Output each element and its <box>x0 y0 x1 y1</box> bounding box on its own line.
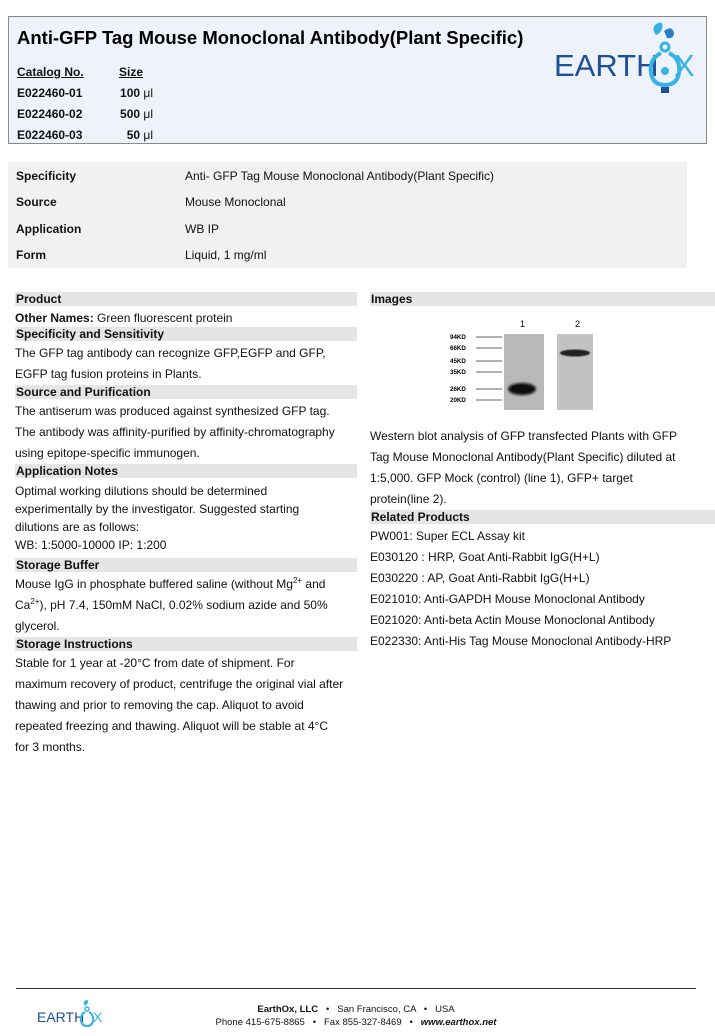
spec-value: WB IP <box>185 222 220 236</box>
text-line: using epitope-specific immunogen. <box>15 446 200 460</box>
specificity-text <box>15 343 357 385</box>
lane-label: 1 <box>520 319 526 329</box>
section-head-application-notes: Application Notes <box>15 464 357 478</box>
text-line: for 3 months. <box>15 740 86 754</box>
footer-country: USA <box>435 1004 455 1015</box>
text-line: The antibody was affinity-purified by affinity-chromatography <box>15 425 335 439</box>
section-head-storage-instructions: Storage Instructions <box>15 637 357 651</box>
catalog-number: E022460-01 <box>17 86 83 100</box>
section-head-source: Source and Purification <box>15 385 357 399</box>
right-column <box>370 292 715 652</box>
section-head-storage-buffer: Storage Buffer <box>15 558 357 572</box>
size-unit: μl <box>143 128 153 142</box>
size-unit: μl <box>143 86 153 100</box>
marker-label: 66KD <box>450 345 466 352</box>
footer-phone: Phone 415-675-8865 <box>215 1017 305 1028</box>
superscript: 2+ <box>292 576 303 585</box>
blot-lane-1 <box>504 334 544 410</box>
related-products-list <box>370 526 715 652</box>
marker-label: 20KD <box>450 397 466 404</box>
footer-logo-wordmark: EARTH <box>37 1009 85 1025</box>
related-product-item: E030120 : HRP, Goat Anti-Rabbit IgG(H+L) <box>370 550 600 564</box>
footer-company: EarthOx, LLC <box>257 1004 319 1015</box>
logo-x-letter: X <box>674 48 695 83</box>
spec-key: Source <box>16 195 57 209</box>
text-line: WB: 1:5000-10000 IP: 1:200 <box>15 538 167 552</box>
storage-buffer-text <box>15 574 357 637</box>
spec-key: Application <box>16 222 82 236</box>
text-line: Stable for 1 year at -20°C from date of shipment. For <box>15 656 295 670</box>
text-line: The GFP tag antibody can recognize GFP,EGFP and GFP, <box>15 346 326 360</box>
section-head-related-products: Related Products <box>370 510 715 524</box>
logo-wordmark: EARTH <box>554 48 659 83</box>
marker-label: 94KD <box>450 334 466 341</box>
left-column <box>15 292 357 758</box>
spec-value: Mouse Monoclonal <box>185 195 286 209</box>
footer-separator: • <box>325 1004 330 1015</box>
size-heading: Size <box>119 65 144 79</box>
superscript: 2+ <box>30 597 40 606</box>
text-span: Ca <box>15 598 31 612</box>
related-product-item: E030220 : AP, Goat Anti-Rabbit IgG(H+L) <box>370 571 590 585</box>
text-line: 1:5,000. GFP Mock (control) (line 1), GFP+ target <box>370 471 633 485</box>
size-value: 100 <box>120 86 141 100</box>
spec-value: Anti- GFP Tag Mouse Monoclonal Antibody(Plant Specific) <box>185 169 495 183</box>
footer-website-link[interactable]: www.earthox.net <box>420 1017 497 1028</box>
footer-line-1 <box>186 1003 526 1016</box>
blot-caption <box>370 426 715 510</box>
size-value: 500 <box>120 107 141 121</box>
size-unit: μl <box>143 107 153 121</box>
western-blot-figure <box>450 316 650 416</box>
section-head-images: Images <box>370 292 715 306</box>
section-head-product: Product <box>15 292 357 306</box>
footer-divider <box>16 988 696 989</box>
text-line: The antiserum was produced against synthesized GFP tag. <box>15 404 330 418</box>
footer-line-2 <box>186 1016 526 1029</box>
text-span: ), pH 7.4, 150mM NaCl, 0.02% sodium azide and 50% <box>39 598 328 612</box>
catalog-number: E022460-02 <box>17 107 83 121</box>
storage-instructions-text <box>15 653 357 758</box>
other-names-value: Green fluorescent protein <box>97 311 233 325</box>
footer-contact <box>186 1003 526 1029</box>
text-line: protein(line 2). <box>370 492 447 506</box>
text-line <box>15 574 357 595</box>
footer-separator: • <box>423 1004 428 1015</box>
related-product-item: E022330: Anti-His Tag Mouse Monoclonal Antibody-HRP <box>370 634 672 648</box>
footer-earthox-logo <box>37 1000 105 1028</box>
text-span: Mouse IgG in phosphate buffered saline (without Mg <box>15 577 293 591</box>
spec-key: Form <box>16 248 46 262</box>
source-text <box>15 401 357 464</box>
text-line: thawing and prior to removing the cap. Aliquot to avoid <box>15 698 304 712</box>
text-line: Optimal working dilutions should be determined <box>15 484 268 498</box>
application-notes-text <box>15 482 357 554</box>
marker-label: 26KD <box>450 386 466 393</box>
spec-value: Liquid, 1 mg/ml <box>185 248 267 262</box>
footer-separator: • <box>409 1017 413 1028</box>
catalog-size <box>97 83 153 104</box>
text-line: repeated freezing and thawing. Aliquot will be stable at 4°C <box>15 719 328 733</box>
text-line: glycerol. <box>15 619 60 633</box>
footer-fax: Fax 855-327-8469 <box>323 1017 402 1028</box>
blot-band-lane-1 <box>508 383 536 395</box>
catalog-no-heading: Catalog No. <box>17 65 84 79</box>
footer-city: San Francisco, CA <box>337 1004 416 1015</box>
spec-key: Specificity <box>16 169 77 183</box>
marker-label: 35KD <box>450 369 466 376</box>
footer-logo-x: X <box>93 1009 103 1025</box>
size-value: 50 <box>126 128 141 142</box>
product-header <box>8 16 707 144</box>
text-span: and <box>302 577 326 591</box>
catalog-size <box>97 125 153 146</box>
text-line: experimentally by the investigator. Suggested starting <box>15 502 300 516</box>
marker-label: 45KD <box>450 358 466 365</box>
product-title: Anti-GFP Tag Mouse Monoclonal Antibody(Plant Specific) <box>17 27 524 48</box>
related-product-item: E021010: Anti-GAPDH Mouse Monoclonal Antibody <box>370 592 645 606</box>
related-product-item: PW001: Super ECL Assay kit <box>370 529 525 543</box>
text-line: Western blot analysis of GFP transfected Plants with GFP <box>370 429 678 443</box>
text-line: EGFP tag fusion proteins in Plants. <box>15 367 202 381</box>
spec-table <box>8 162 687 268</box>
other-names <box>15 308 357 329</box>
text-line <box>15 595 357 616</box>
other-names-label: Other Names: <box>15 311 94 325</box>
text-line: dilutions are as follows: <box>15 520 140 534</box>
blot-lane-2 <box>557 334 593 410</box>
western-blot-image <box>370 316 715 416</box>
lane-label: 2 <box>575 319 581 329</box>
section-head-specificity: Specificity and Sensitivity <box>15 327 357 341</box>
text-line: Tag Mouse Monoclonal Antibody(Plant Specific) diluted at <box>370 450 676 464</box>
earthox-logo <box>550 21 700 99</box>
catalog-number: E022460-03 <box>17 128 83 142</box>
related-product-item: E021020: Anti-beta Actin Mouse Monoclonal Antibody <box>370 613 655 627</box>
footer-separator: • <box>312 1017 317 1028</box>
blot-band-lane-2 <box>560 350 590 357</box>
catalog-size <box>97 104 153 125</box>
text-line: maximum recovery of product, centrifuge the original vial after <box>15 677 344 691</box>
